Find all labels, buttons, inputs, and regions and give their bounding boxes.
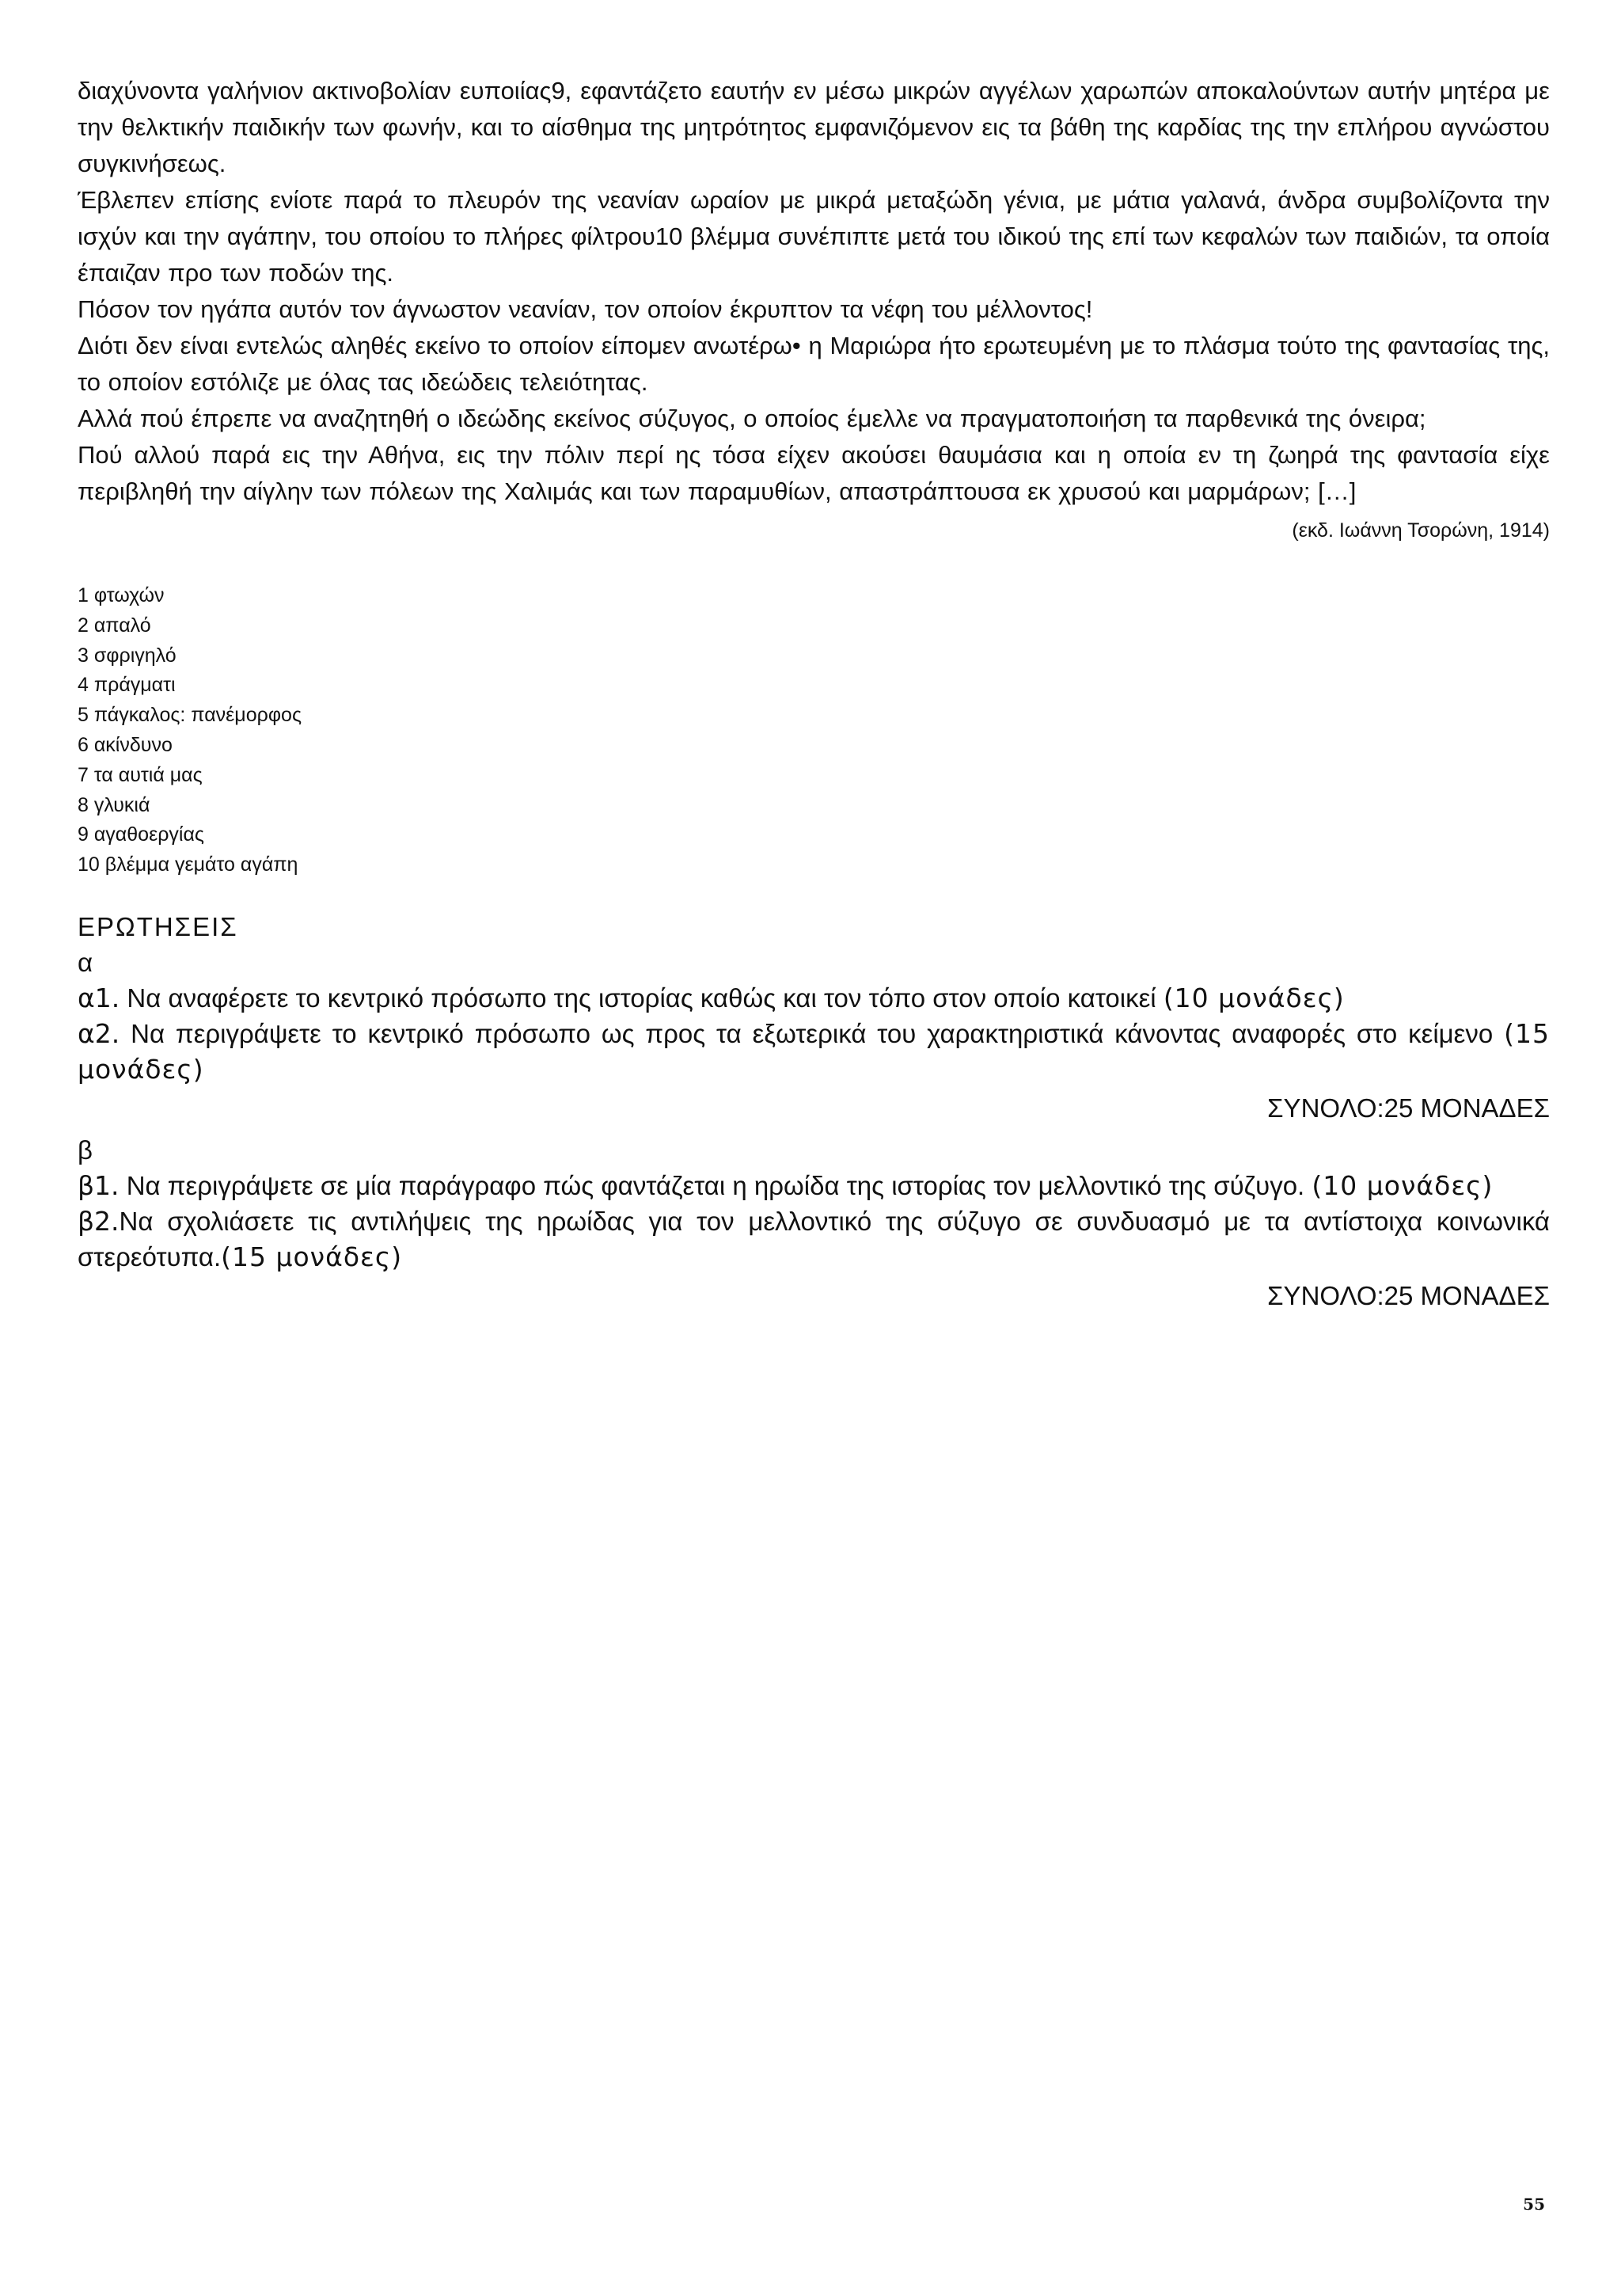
footnote: 7 τα αυτιά μας: [78, 763, 203, 786]
question-b1-text: Να περιγράψετε σε μία παράγραφο πώς φαντάζεται η ηρωίδα της ιστορίας τον μελλοντικό της σύζυγο.: [119, 1170, 1312, 1200]
section-b-total: ΣΥΝΟΛΟ:25 ΜΟΝΑΔΕΣ: [1267, 1280, 1550, 1310]
question-a1: [78, 980, 1550, 1016]
section-b-label: β: [78, 1135, 93, 1165]
passage-paragraph: Έβλεπεν επίσης ενίοτε παρά το πλευρόν της νεανίαν ωραίον με μικρά μεταξώδη γένια, με μάτια γαλανά, άνδρα συμβολίζοντα την ισχύν και την αγάπην, του οποίου το πλήρες φίλτρου10 βλέμμα συνέπιπτε μετά του ιδικού της επί των κεφαλών των παιδιών, τα οποία έπαιζαν προ των ποδών της.: [78, 186, 1550, 287]
page-number: 55: [1523, 2195, 1545, 2214]
question-a1-text: Να αναφέρετε το κεντρικό πρόσωπο της ιστορίας καθώς και τον τόπο στον οποίο κατοικεί: [120, 983, 1164, 1013]
footnote: 3 σφριγηλό: [78, 644, 177, 667]
passage-paragraph: Πού αλλού παρά εις την Αθήνα, εις την πόλιν περί ης τόσα είχεν ακούσει θαυμάσια και η οποία εν τη ζωηρά της φαντασία είχε περιβληθή την αίγλην των πόλεων της Χαλιμάς και των παραμυθίων, απαστράπτουσα εκ χρυσού και μαρμάρων; […]: [78, 441, 1550, 505]
passage: [78, 73, 1550, 545]
footnote: 9 αγαθοεργίας: [78, 823, 204, 846]
question-a2-number: α2.: [78, 1017, 120, 1049]
question-b2-number: β2.: [78, 1205, 120, 1237]
question-b2-points: (15 μονάδες): [221, 1241, 403, 1272]
question-a1-number: α1.: [78, 982, 120, 1013]
question-a2-points: (15 μονάδες): [78, 1017, 1550, 1085]
question-b1-points: (10 μονάδες): [1312, 1169, 1494, 1201]
passage-paragraph: Αλλά πού έπρεπε να αναζητηθή ο ιδεώδης εκείνος σύζυγος, ο οποίος έμελλε να πραγματοποιήση τα παρθενικά της όνειρα;: [78, 405, 1426, 432]
section-a-label: α: [78, 947, 93, 977]
footnote: 8 γλυκιά: [78, 793, 150, 816]
footnote: 4 πράγματι: [78, 674, 176, 697]
question-a2: [78, 1016, 1550, 1087]
section-a-total: ΣΥΝΟΛΟ:25 ΜΟΝΑΔΕΣ: [1267, 1093, 1550, 1123]
question-b1: [78, 1168, 1550, 1203]
questions-section: [78, 909, 1550, 1313]
questions-heading: ΕΡΩΤΗΣΕΙΣ: [78, 911, 238, 941]
footnote: 10 βλέμμα γεμάτο αγάπη: [78, 853, 298, 876]
footnote: 6 ακίνδυνο: [78, 733, 173, 756]
question-b2: [78, 1203, 1550, 1275]
question-a2-text: Να περιγράψετε το κεντρικό πρόσωπο ως προς τα εξωτερικά του χαρακτηριστικά κάνοντας αναφορές στο κείμενο: [120, 1018, 1505, 1048]
question-a1-points: (10 μονάδες): [1163, 982, 1345, 1013]
page-content: [78, 73, 1550, 1320]
passage-paragraph: Διότι δεν είναι εντελώς αληθές εκείνο το οποίον είπομεν ανωτέρω• η Μαριώρα ήτο ερωτευμένη με το πλάσμα τούτο της φαντασίας της, το οποίον εστόλιζε με όλας τας ιδεώδεις τελειότητας.: [78, 332, 1550, 396]
passage-source: (εκδ. Ιωάννη Τσορώνη, 1914): [1292, 519, 1550, 542]
footnote: 2 απαλό: [78, 614, 151, 637]
question-b2-text: Να σχολιάσετε τις αντιλήψεις της ηρωίδας για τον μελλοντικό της σύζυγο σε συνδυασμό με τα αντίστοιχα κοινωνικά στερεότυπα.: [78, 1206, 1550, 1272]
footnote: 1 φτωχών: [78, 584, 165, 606]
footnotes-list: [78, 581, 1550, 880]
passage-paragraph: διαχύνοντα γαλήνιον ακτινοβολίαν ευποιίας9, εφαντάζετο εαυτήν εν μέσω μικρών αγγέλων χαρωπών αποκαλούντων αυτήν μητέρα με την θελκτικήν παιδικήν των φωνήν, και το αίσθημα της μητρότητος εμφανιζόμενον εις τα βάθη της καρδίας της την επλήρου αγνώστου συγκινήσεως.: [78, 77, 1550, 177]
question-b1-number: β1.: [78, 1169, 120, 1201]
footnote: 5 πάγκαλος: πανέμορφος: [78, 704, 302, 727]
passage-paragraph: Πόσον τον ηγάπα αυτόν τον άγνωστον νεανίαν, τον οποίον έκρυπτον τα νέφη του μέλλοντος!: [78, 295, 1093, 323]
